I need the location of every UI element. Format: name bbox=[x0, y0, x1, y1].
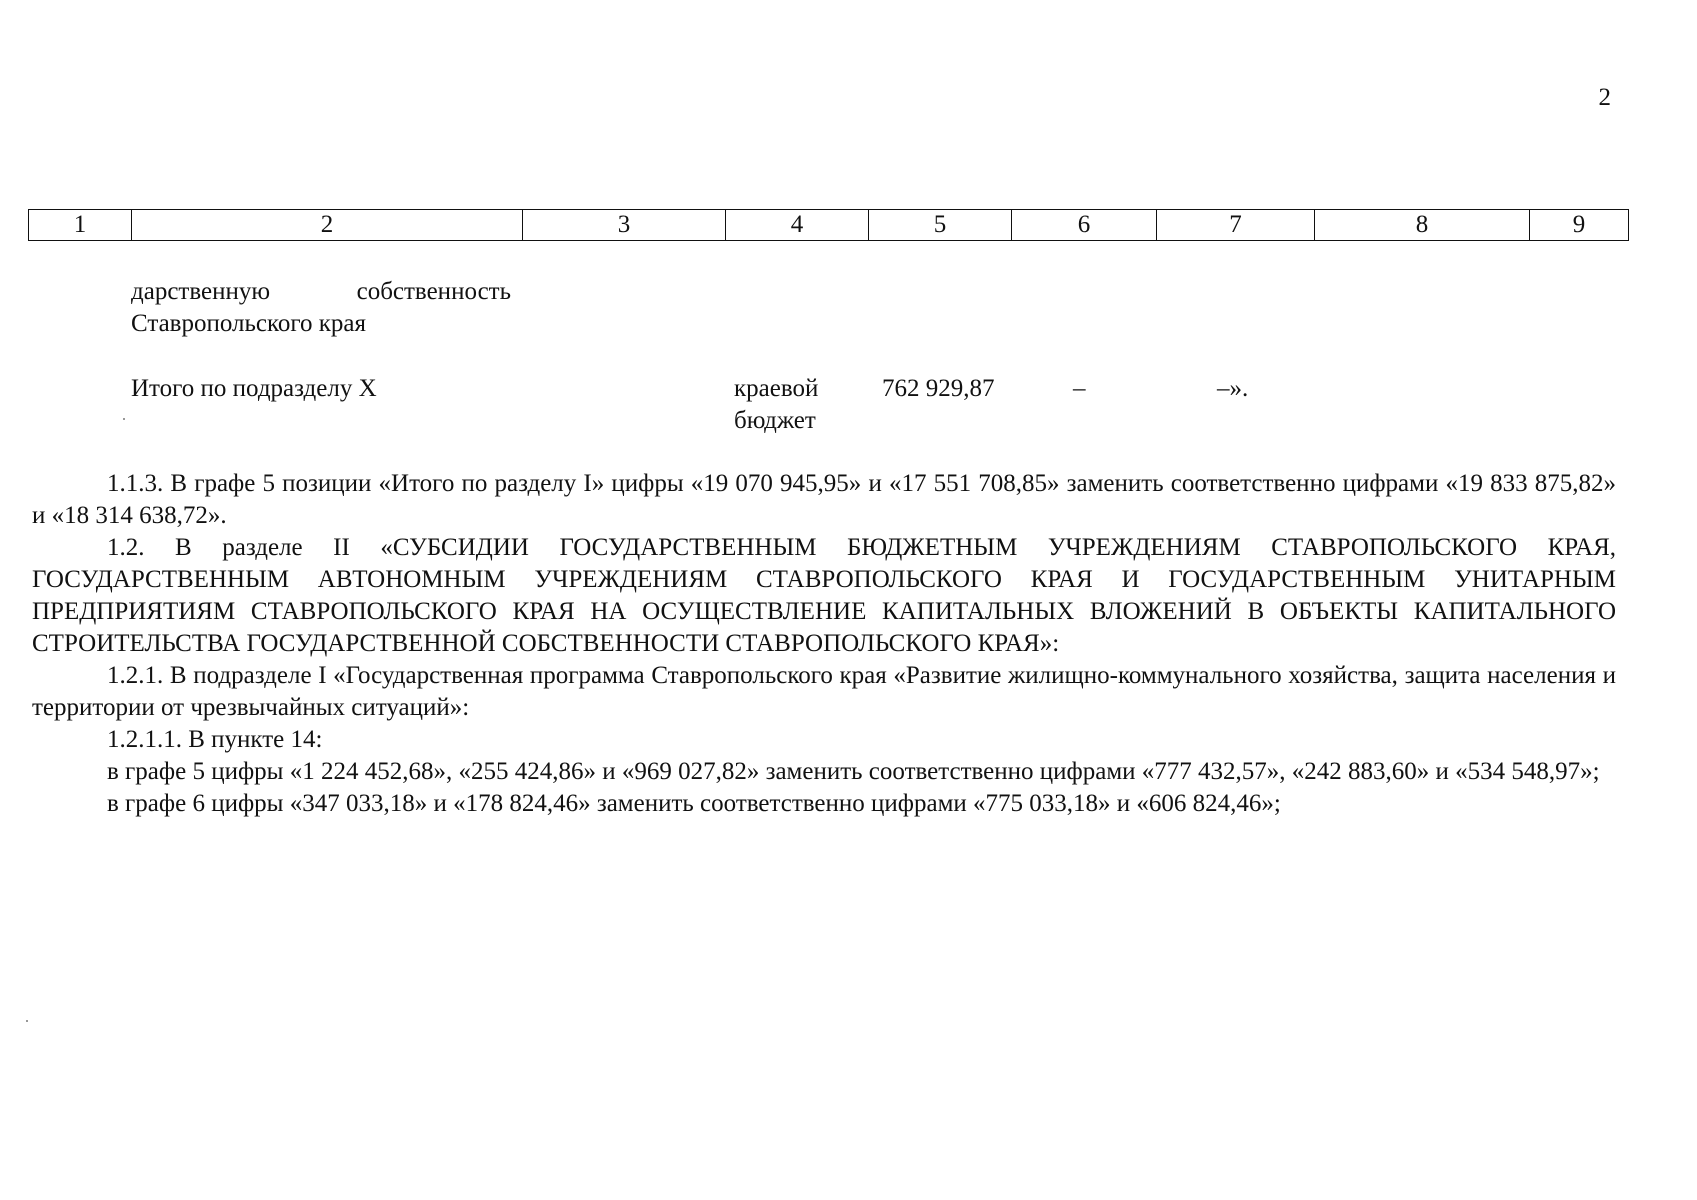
subtotal-column-6: – bbox=[1073, 375, 1086, 402]
continued-word-1: дарственную bbox=[131, 278, 271, 305]
subtotal-column-7: –». bbox=[1217, 375, 1249, 402]
column-header-7: 7 bbox=[1157, 210, 1315, 241]
amendment-text bbox=[32, 468, 1616, 820]
column-header-9: 9 bbox=[1530, 210, 1629, 241]
paragraph-1-2: 1.2. В разделе II «СУБСИДИИ ГОСУДАРСТВЕННЫМ БЮДЖЕТНЫМ УЧРЕЖДЕНИЯМ СТАВРОПОЛЬСКОГО КРАЯ, ГОСУДАРСТВЕННЫМ АВТОНОМНЫМ УЧРЕЖДЕНИЯМ СТАВРОПОЛЬСКОГО КРАЯ И ГОСУДАРСТВЕННЫМ УНИТАРНЫМ ПРЕДПРИЯТИЯМ СТАВРОПОЛЬСКОГО КРАЯ НА ОСУЩЕСТВЛЕНИЕ КАПИТАЛЬНЫХ ВЛОЖЕНИЙ В ОБЪЕКТЫ КАПИТАЛЬНОГО СТРОИТЕЛЬСТВА ГОСУДАРСТВЕННОЙ СОБСТВЕННОСТИ СТАВРОПОЛЬСКОГО КРАЯ»: bbox=[32, 534, 1616, 657]
column-header-4: 4 bbox=[726, 210, 869, 241]
paragraph-column-6-change: в графе 6 цифры «347 033,18» и «178 824,46» заменить соответственно цифрами «775 033,18» и «606 824,46»; bbox=[107, 790, 1281, 817]
page-number: 2 bbox=[1598, 84, 1611, 111]
column-header-1: 1 bbox=[29, 210, 132, 241]
budget-source bbox=[734, 373, 818, 437]
column-header-8: 8 bbox=[1315, 210, 1530, 241]
column-header-2: 2 bbox=[132, 210, 523, 241]
budget-line-2: бюджет bbox=[734, 407, 816, 434]
column-number-header bbox=[28, 209, 1629, 241]
continued-row-text bbox=[131, 276, 511, 340]
paragraph-1-2-1: 1.2.1. В подразделе I «Государственная программа Ставропольского края «Развитие жилищно-коммунального хозяйства, защита населения и территории от чрезвычайных ситуаций»: bbox=[32, 662, 1616, 721]
continued-word-2: собственность bbox=[356, 278, 511, 305]
scan-speck bbox=[26, 1020, 28, 1022]
paragraph-1-2-1-1: 1.2.1.1. В пункте 14: bbox=[107, 726, 323, 753]
paragraph-1-1-3: 1.1.3. В графе 5 позиции «Итого по разделу I» цифры «19 070 945,95» и «17 551 708,85» заменить соответственно цифрами «19 833 875,82» и «18 314 638,72». bbox=[32, 470, 1616, 529]
budget-line-1: краевой bbox=[734, 375, 819, 402]
column-header-5: 5 bbox=[869, 210, 1012, 241]
subtotal-column-5: 762 929,87 bbox=[882, 375, 995, 402]
column-header-3: 3 bbox=[523, 210, 726, 241]
continued-line-2: Ставропольского края bbox=[131, 310, 366, 337]
column-header-6: 6 bbox=[1012, 210, 1157, 241]
paragraph-column-5-change: в графе 5 цифры «1 224 452,68», «255 424,86» и «969 027,82» заменить соответственно цифрами «777 432,57», «242 883,60» и «534 548,97»; bbox=[107, 758, 1600, 785]
scan-speck bbox=[123, 418, 125, 420]
subtotal-label: Итого по подразделу X bbox=[131, 375, 377, 402]
